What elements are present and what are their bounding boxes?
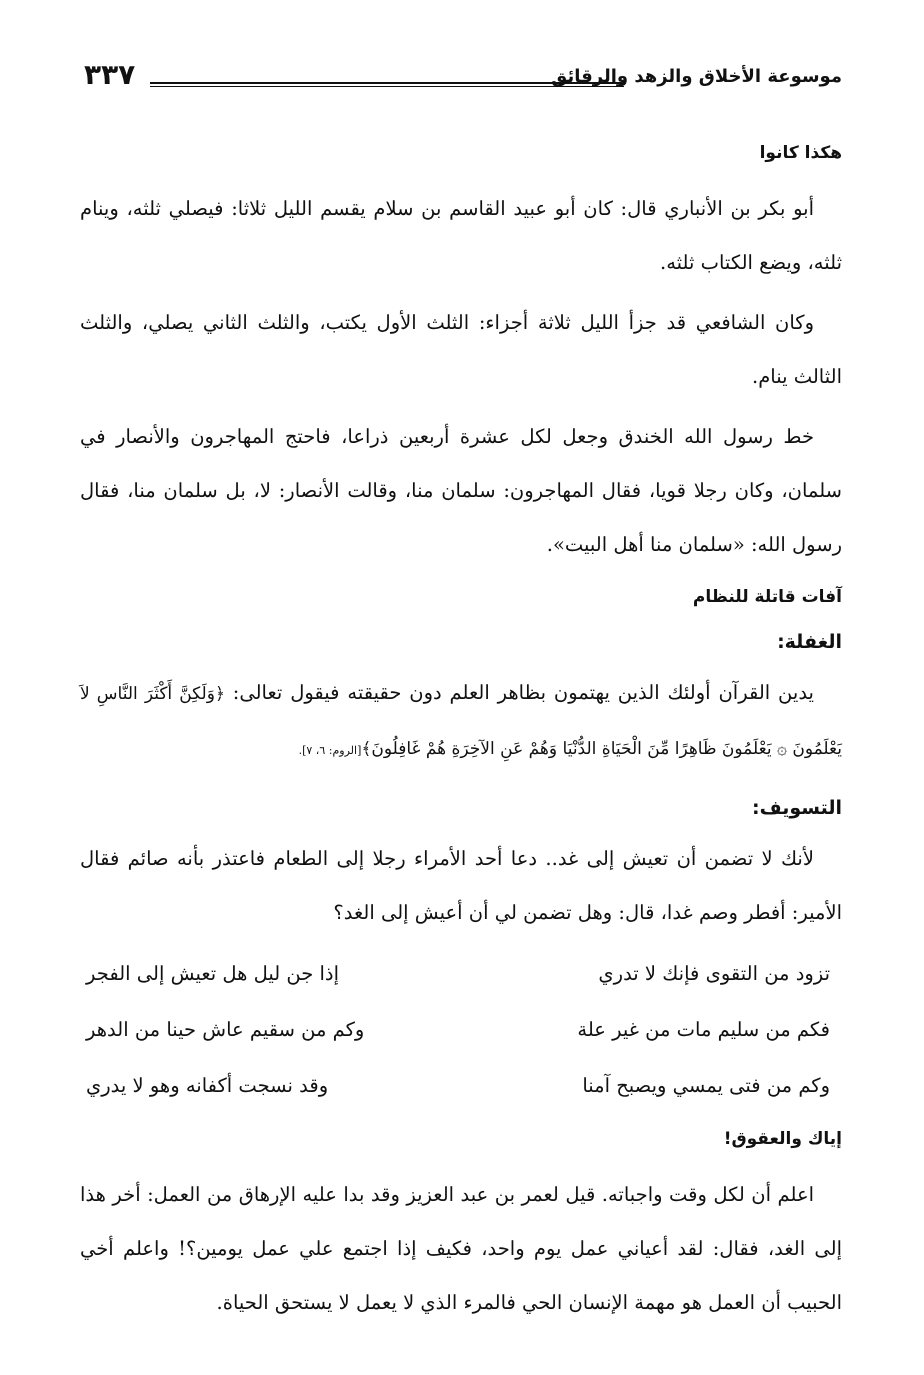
poem-hemistich-second: وكم من سقيم عاش حينا من الدهر [86, 1018, 365, 1041]
poem-hemistich-second: إذا جن ليل هل تعيش إلى الفجر [86, 962, 340, 985]
ghafla-text: يدين القرآن أولئك الذين يهتمون بظاهر العلم دون حقيقته فيقول تعالى: [224, 681, 814, 704]
header-rule [150, 82, 624, 87]
paragraph-ibn-al-anbari: أبو بكر بن الأنباري قال: كان أبو عبيد القاسم بن سلام يقسم الليل ثلاثا: فيصلي ثلثه، وينام ثلثه، ويضع الكتاب ثلثه. [80, 197, 842, 274]
subheading-ghafla: الغفلة: [777, 631, 842, 653]
section-heading-afat: آفات قاتلة للنظام [692, 587, 842, 607]
paragraph-salman: خط رسول الله الخندق وجعل لكل عشرة أربعين ذراعا، فاحتج المهاجرون والأنصار في سلمان، وكان رجلا قويا، فقال المهاجرون: سلمان منا، وقالت الأنصار: لا، بل سلمان منا، فقال رسول الله: «سلمان منا أهل البيت». [80, 425, 842, 556]
page-body [80, 128, 842, 1336]
page-header [84, 58, 842, 98]
section-heading-uquq: إياك والعقوق! [723, 1129, 842, 1149]
quran-verse: ﴿وَلَكِنَّ أَكْثَرَ النَّاسِ لاَ يَعْلَمُونَ ۞ يَعْلَمُونَ ظَاهِرًا مِّنَ الْحَيَاةِ الدُّنْيَا وَهُمْ عَنِ الآخِرَةِ هُمْ غَافِلُونَ﴾ [80, 684, 842, 759]
running-title: موسوعة الأخلاق والزهد والرقائق [551, 66, 842, 87]
section-heading-hakadha: هكذا كانوا [759, 143, 842, 163]
paragraph-taswif: لأنك لا تضمن أن تعيش إلى غد.. دعا أحد الأمراء رجلا إلى الطعام فاعتذر بأنه صائم فقال الأمير: أفطر وصم غدا، قال: وهل تضمن لي أن أعيش إلى الغد؟ [80, 847, 842, 924]
quran-reference: [الروم: ٦، ٧]. [298, 744, 362, 757]
paragraph-umar: اعلم أن لكل وقت واجباته. قيل لعمر بن عبد العزيز وقد بدا عليه الإرهاق من العمل: أخر هذا إلى الغد، فقال: لقد أعياني عمل يوم واحد، فكيف إذا اجتمع علي عمل يومين؟! واعلم أخي الحبيب أن العمل هو مهمة الإنسان الحي فالمرء الذي لا يعمل لا يستحق الحياة. [80, 1183, 842, 1314]
paragraph-ghafla [80, 666, 842, 778]
paragraph-al-shafii: وكان الشافعي قد جزأ الليل ثلاثة أجزاء: الثلث الأول يكتب، والثلث الثاني يصلي، والثلث الثالث ينام. [80, 311, 842, 388]
poem-hemistich-second: وقد نسجت أكفانه وهو لا يدري [86, 1074, 329, 1097]
poem-verse [80, 946, 842, 1002]
poem-verse [80, 1002, 842, 1058]
poem-hemistich-first: تزود من التقوى فإنك لا تدري [598, 962, 830, 985]
poem-hemistich-first: فكم من سليم مات من غير علة [577, 1018, 830, 1041]
poem-verse [80, 1058, 842, 1114]
subheading-taswif: التسويف: [751, 797, 842, 819]
poem-hemistich-first: وكم من فتى يمسي ويصبح آمنا [582, 1074, 830, 1097]
poem [80, 946, 842, 1114]
page-number: ٣٣٧ [84, 58, 136, 91]
